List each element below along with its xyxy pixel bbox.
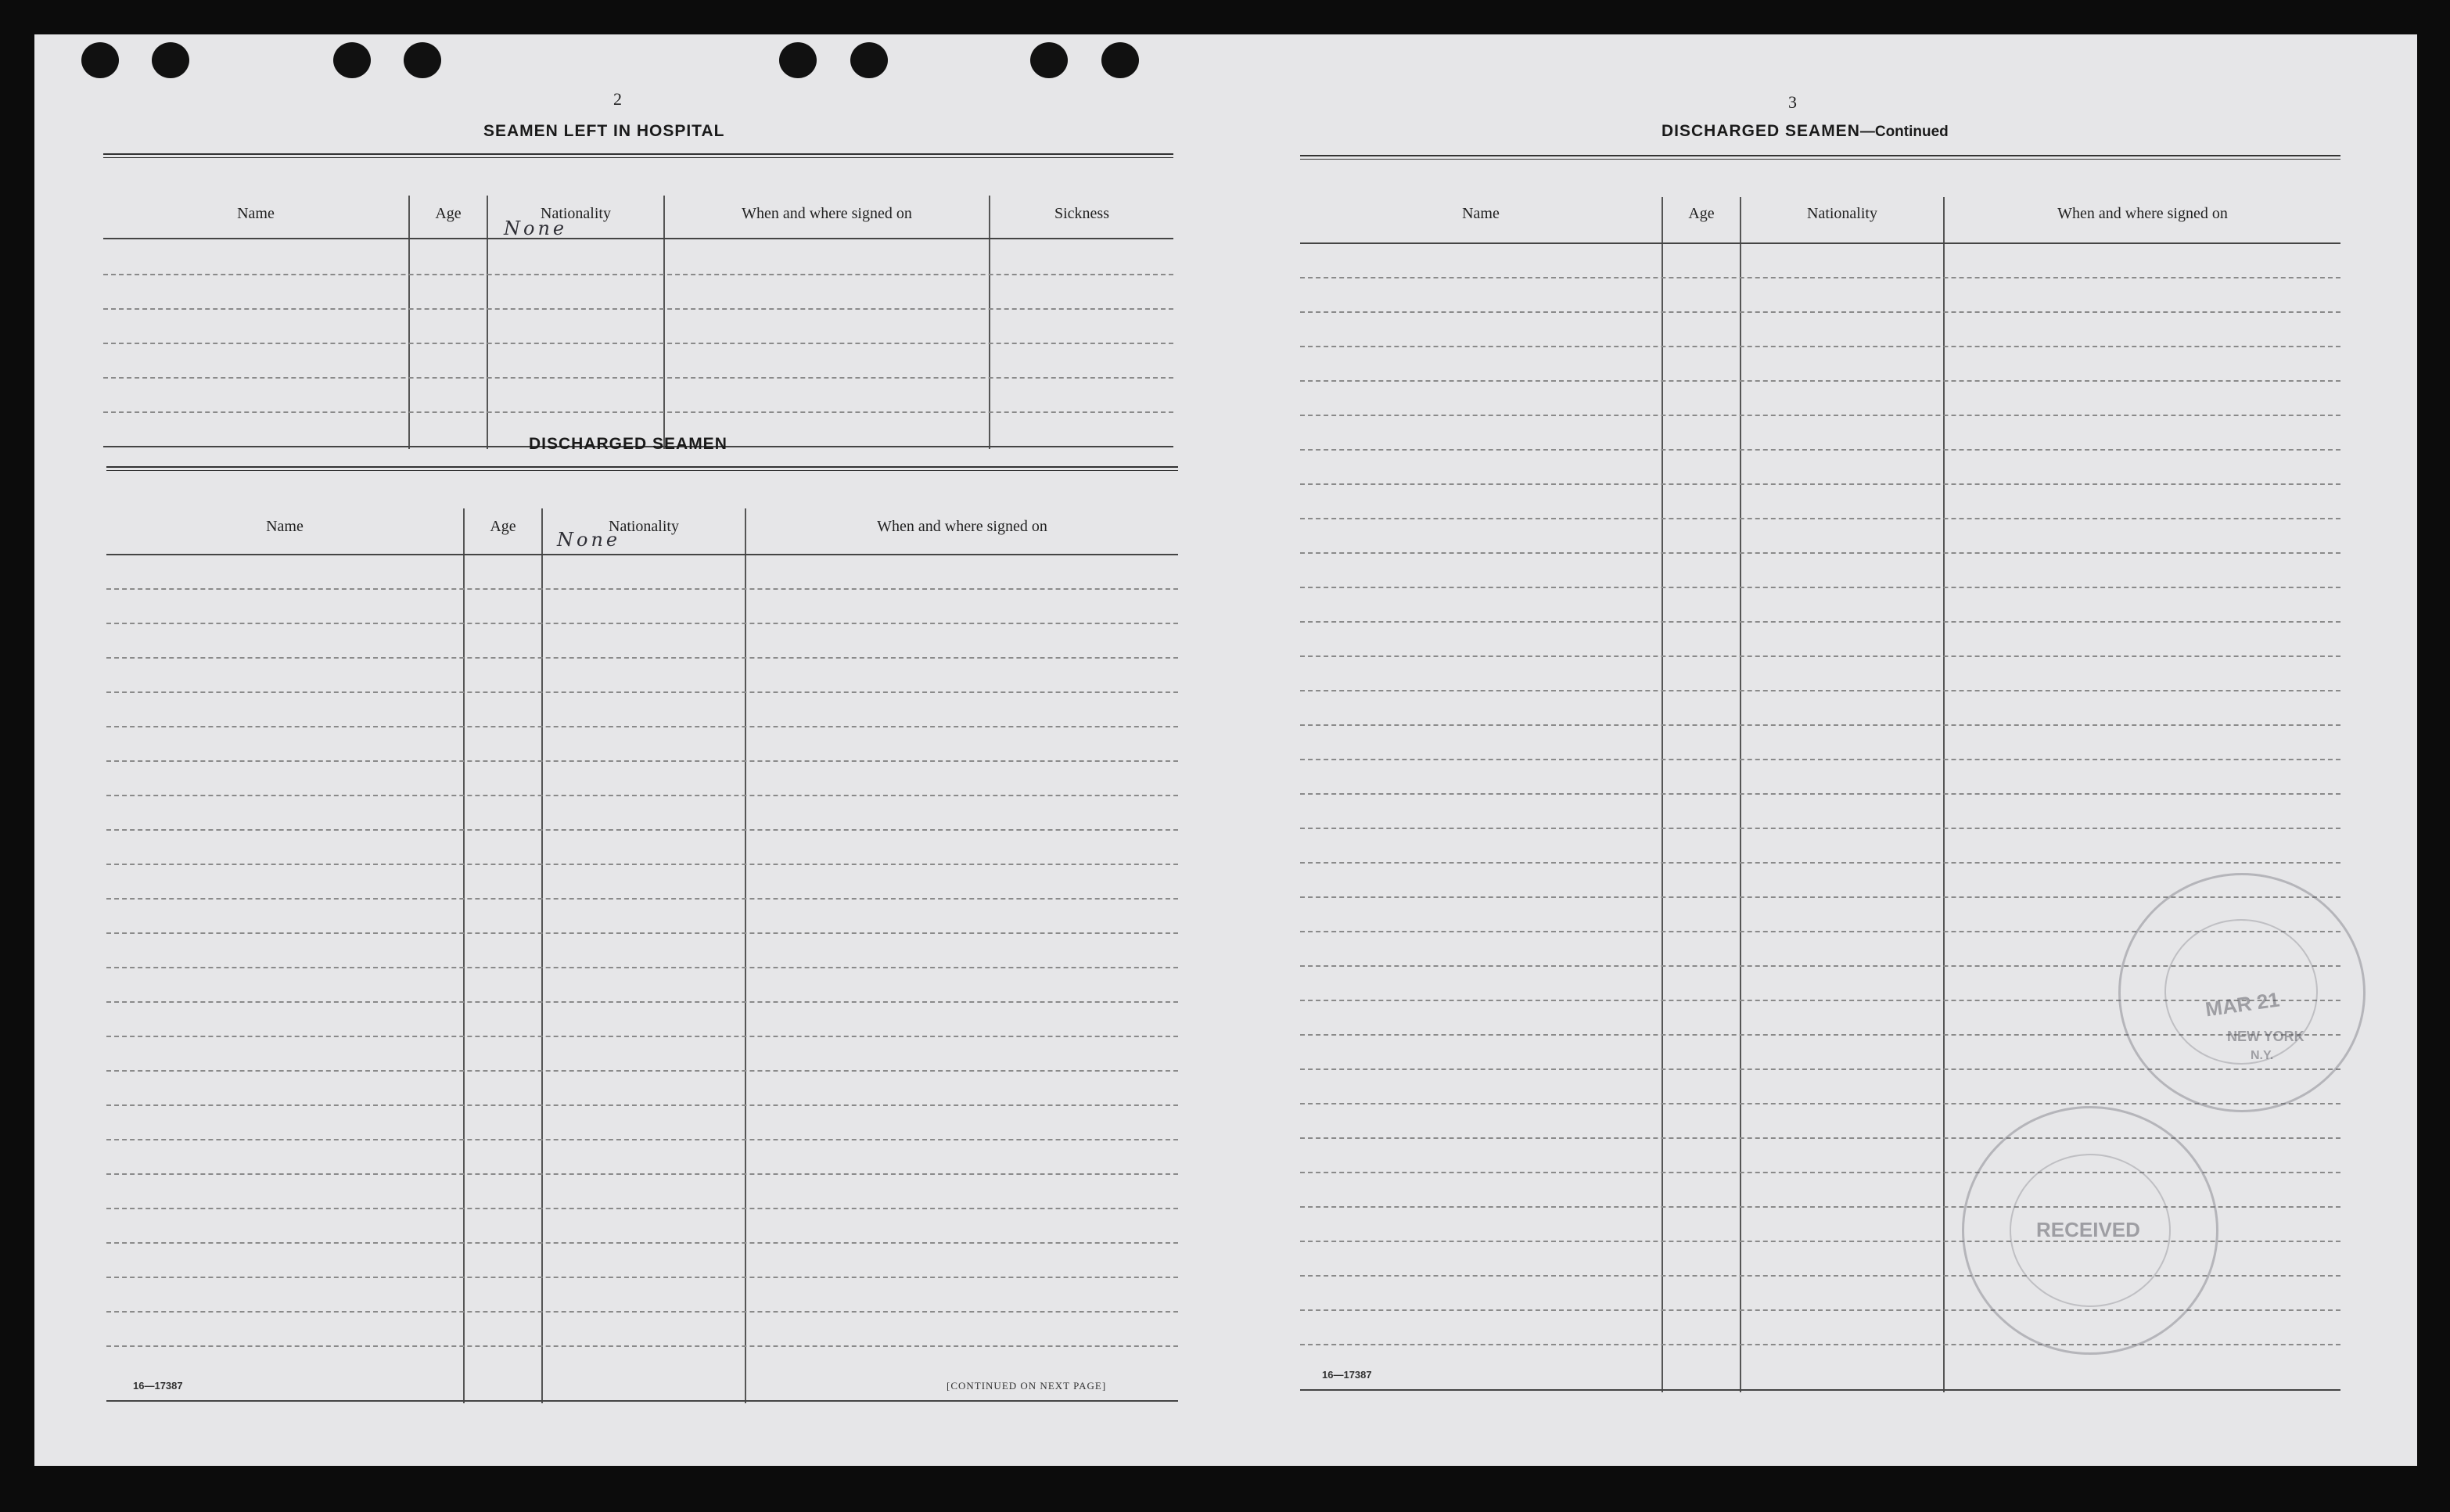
hospital-col-age: Age [435,205,462,222]
punch-hole [779,42,817,78]
punch-hole [333,42,371,78]
discharged-col-name: Name [266,518,304,535]
punch-hole [152,42,189,78]
right-col-age: Age [1688,205,1715,222]
date-stamp-state: N.Y. [2251,1049,2274,1062]
document-sheet [34,34,2417,1466]
date-stamp [2118,873,2366,1112]
punch-hole [1101,42,1139,78]
received-stamp [1962,1106,2218,1355]
right-page-number: 3 [1788,92,1797,112]
left-form-number: 16—17387 [133,1380,183,1392]
right-title-main: DISCHARGED SEAMEN [1661,122,1860,140]
discharged-col-nationality: Nationality [609,518,679,535]
discharged-handwritten-none: None [557,529,621,551]
discharged-col-age: Age [490,518,516,535]
hospital-handwritten-none: None [504,217,568,239]
right-col-when-where: When and where signed on [2057,205,2228,222]
right-title-continued: —Continued [1859,124,1949,140]
left-page-number: 2 [613,89,622,109]
right-title [1661,122,1949,141]
right-form-number: 16—17387 [1322,1369,1372,1381]
discharged-title: DISCHARGED SEAMEN [529,435,727,453]
date-stamp-date: MAR 21 [2204,987,2281,1022]
date-stamp-place: NEW YORK [2227,1029,2305,1044]
punch-hole [81,42,119,78]
hospital-title: SEAMEN LEFT IN HOSPITAL [483,122,725,140]
right-col-name: Name [1462,205,1500,222]
continued-note: [CONTINUED ON NEXT PAGE] [947,1380,1107,1392]
hospital-table [103,153,1173,449]
right-col-nationality: Nationality [1807,205,1877,222]
discharged-col-when-where: When and where signed on [877,518,1047,535]
hospital-col-nationality: Nationality [541,205,611,222]
hospital-col-when-where: When and where signed on [742,205,912,222]
hospital-col-name: Name [237,205,275,222]
punch-hole [1030,42,1068,78]
discharged-table-left [106,466,1178,1403]
hospital-col-sickness: Sickness [1054,205,1109,222]
received-stamp-text: RECEIVED [2036,1218,2140,1241]
punch-hole [850,42,888,78]
punch-hole [404,42,441,78]
